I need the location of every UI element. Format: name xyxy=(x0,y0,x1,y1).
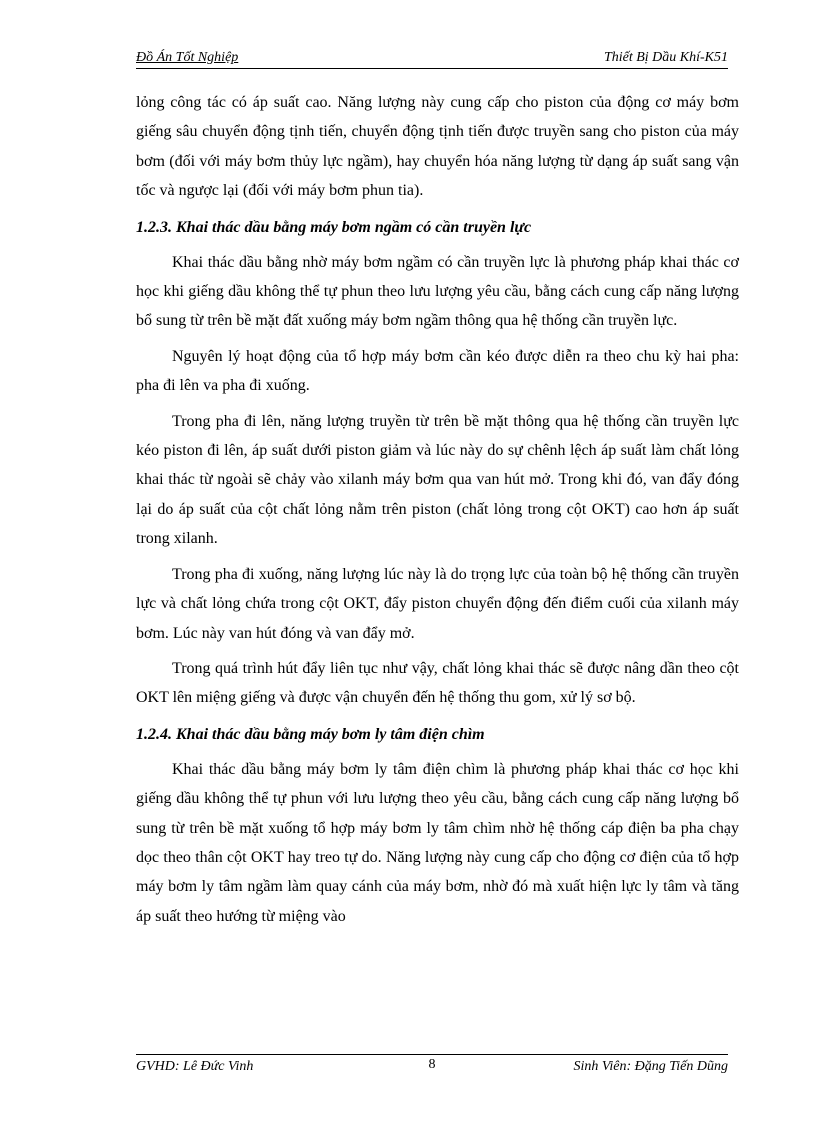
page-footer xyxy=(136,1054,728,1077)
footer-advisor: GVHD: Lê Đức Vinh xyxy=(136,1059,254,1074)
paragraph: Trong quá trình hút đẩy liên tục như vậy, chất lỏng khai thác sẽ được nâng dần theo cột OKT lên miệng giếng và được vận chuyển đến hệ thống thu gom, xử lý sơ bộ. xyxy=(136,659,739,707)
header-right-title: Thiết Bị Dầu Khí-K51 xyxy=(603,50,728,65)
page-header xyxy=(136,50,728,69)
paragraph: Khai thác dầu bằng nhờ máy bơm ngầm có cần truyền lực là phương pháp khai thác cơ học khi giếng dầu không thể tự phun theo lưu lượng yêu cầu, bằng cách cung cấp năng lượng bổ sung từ trên bề mặt đất xuống máy bơm ngầm thông qua hệ thống cần truyền lực. xyxy=(136,253,739,330)
paragraph: Trong pha đi xuống, năng lượng lúc này là do trọng lực của toàn bộ hệ thống cần truyền lực và chất lỏng chứa trong cột OKT, đẩy piston chuyển động đến điểm cuối của xilanh máy bơm. Lúc này van hút đóng và van đẩy mở. xyxy=(136,565,739,642)
paragraph: Nguyên lý hoạt động của tổ hợp máy bơm cần kéo được diễn ra theo chu kỳ hai pha: pha đi lên va pha đi xuống. xyxy=(136,347,739,395)
paragraph: lỏng công tác có áp suất cao. Năng lượng này cung cấp cho piston của động cơ máy bơm giếng sâu chuyển động tịnh tiến, chuyển động tịnh tiến được truyền sang cho piston của máy bơm (đối với máy bơm thủy lực ngầm), hay chuyển hóa năng lượng từ dạng áp suất sang vận tốc và ngược lại (đối với máy bơm phun tia). xyxy=(136,94,739,200)
paragraph: Khai thác dầu bằng máy bơm ly tâm điện chìm là phương pháp khai thác cơ học khi giếng dầu không thể tự phun với lưu lượng theo yêu cầu, bằng cách cung cấp năng lượng bổ sung từ trên bề mặt xuống tổ hợp máy bơm ly tâm chìm nhờ hệ thống cáp điện ba pha chạy dọc theo thân cột OKT hay treo tự do. Năng lượng này cung cấp cho động cơ điện của tổ hợp máy bơm ly tâm ngầm làm quay cánh của máy bơm, nhờ đó mà xuất hiện lực ly tâm và tăng áp suất theo hướng từ miệng vào xyxy=(136,760,739,925)
section-heading: 1.2.4. Khai thác dầu bằng máy bơm ly tâm điện chìm xyxy=(136,725,485,743)
footer-student: Sinh Viên: Đặng Tiến Dũng xyxy=(573,1059,728,1074)
page-body xyxy=(136,88,739,931)
header-left-title: Đồ Án Tốt Nghiệp xyxy=(136,50,239,65)
paragraph: Trong pha đi lên, năng lượng truyền từ trên bề mặt thông qua hệ thống cần truyền lực kéo piston đi lên, áp suất dưới piston giảm và lúc này do sự chênh lệch áp suất làm chất lỏng khai thác từ ngoài sẽ chảy vào xilanh máy bơm qua van hút mở. Trong khi đó, van đẩy đóng lại do áp suất của cột chất lỏng nằm trên piston (chất lỏng trong cột OKT) cao hơn áp suất trong xilanh. xyxy=(136,412,739,548)
page-number: 8 xyxy=(428,1057,436,1072)
section-heading: 1.2.3. Khai thác dầu bằng máy bơm ngầm có cần truyền lực xyxy=(136,218,532,236)
